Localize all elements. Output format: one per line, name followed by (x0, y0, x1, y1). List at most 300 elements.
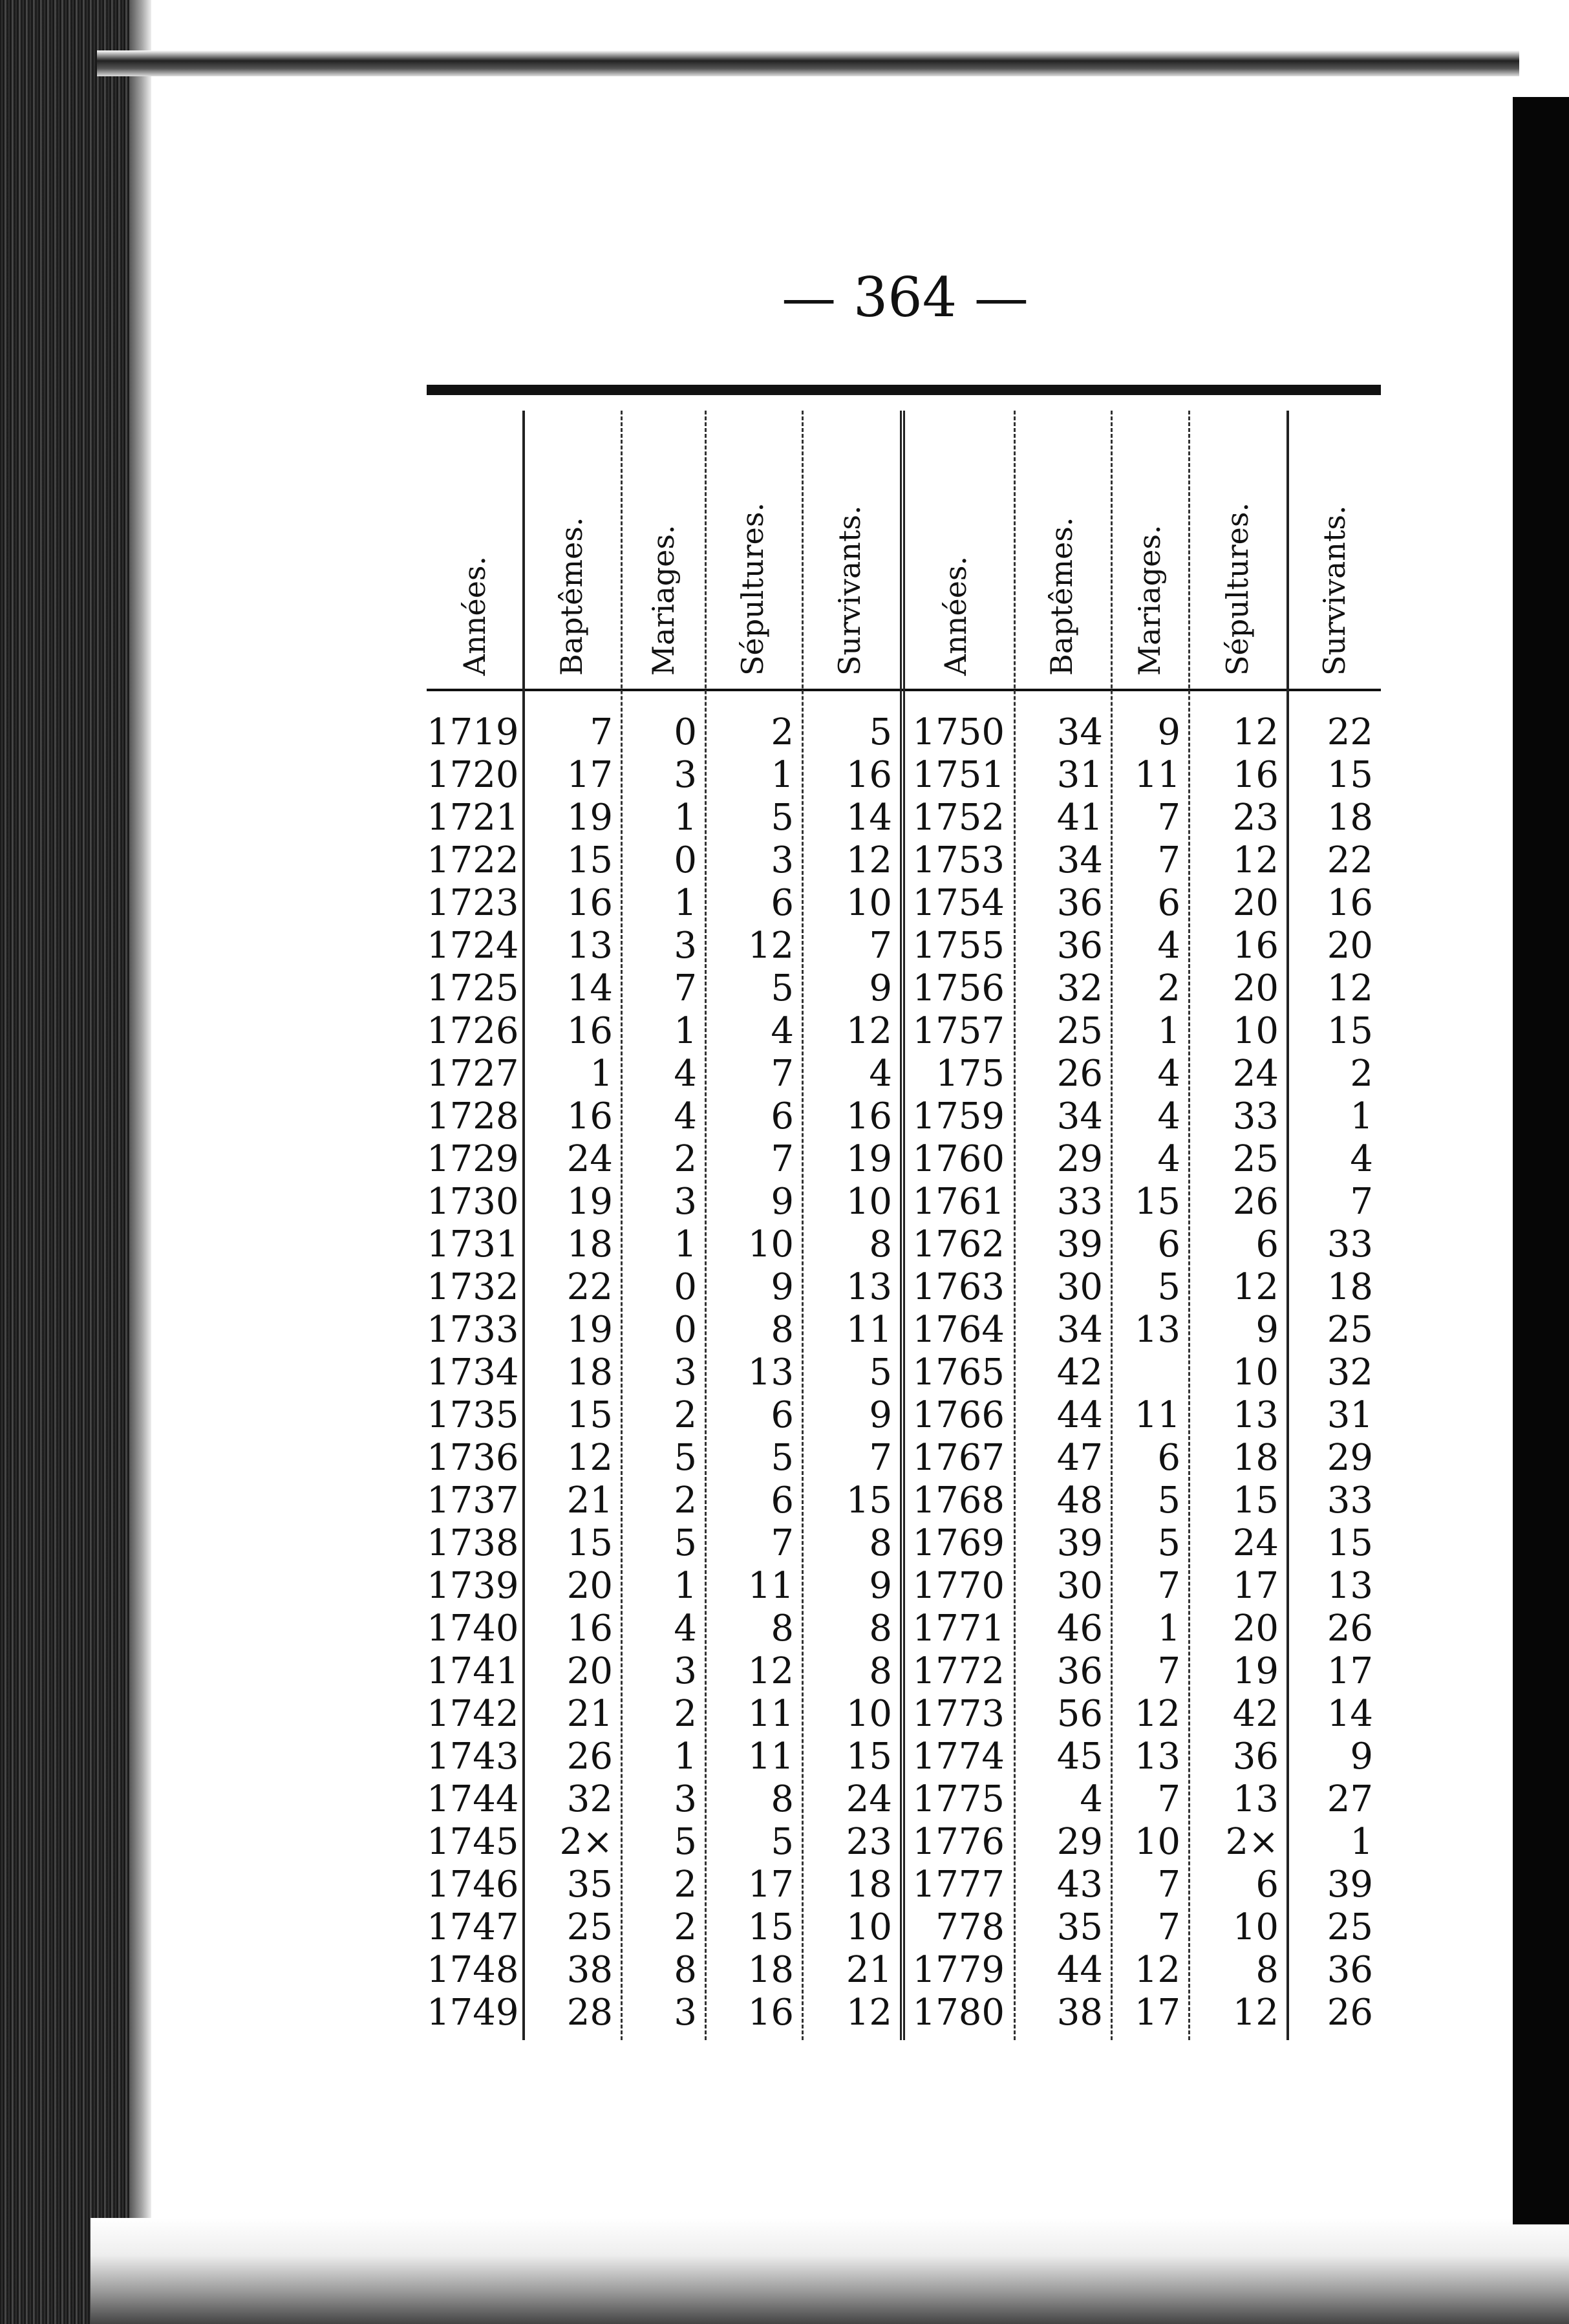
column-sepultures (707, 711, 802, 2034)
table-cell: 12 (1232, 839, 1279, 881)
table-cell: 5 (869, 711, 892, 753)
table-cell: 1761 (912, 1181, 1005, 1223)
table-cell: 1 (674, 1223, 697, 1265)
table-cell: 1722 (427, 839, 519, 881)
table-cell: 15 (1134, 1181, 1180, 1223)
table-cell: 11 (747, 1693, 794, 1735)
table-cell: 1728 (427, 1095, 519, 1137)
table-cell: 23 (846, 1821, 892, 1863)
table-cell: 20 (1232, 882, 1279, 924)
table-cell: 26 (1327, 1608, 1373, 1650)
table-cell: 16 (566, 1095, 613, 1137)
table-cell: 47 (1056, 1437, 1103, 1479)
table-cell: 5 (674, 1522, 697, 1564)
table-cell: 44 (1056, 1949, 1103, 1991)
table-cell: 34 (1056, 711, 1103, 753)
table-cell: 1765 (912, 1351, 1005, 1393)
column-survivants (804, 711, 900, 2034)
table-cell: 7 (771, 1522, 794, 1564)
table-cell: 18 (1327, 797, 1373, 839)
table-cell: 13 (566, 925, 613, 967)
table-cell: 7 (771, 1138, 794, 1180)
table-cell: 1762 (912, 1223, 1005, 1265)
header-annees-right: Années. (938, 555, 973, 676)
table-cell: 2 (674, 1864, 697, 1906)
column-mariages (623, 711, 705, 2034)
table-cell: 56 (1056, 1693, 1103, 1735)
table-cell: 7 (1350, 1181, 1373, 1223)
table-cell: 24 (1232, 1522, 1279, 1564)
page-top-edge (97, 50, 1519, 76)
table-cell: 16 (747, 1992, 794, 2034)
table-cell: 2 (1350, 1053, 1373, 1095)
table-cell: 10 (1232, 1906, 1279, 1948)
table-cell: 19 (846, 1138, 892, 1180)
table-cell: 33 (1056, 1181, 1103, 1223)
table-cell: 1 (674, 1736, 697, 1778)
table-cell: 22 (1327, 839, 1373, 881)
table-cell: 12 (846, 839, 892, 881)
table-cell: 1767 (912, 1437, 1005, 1479)
table-cell: 4 (1157, 1053, 1180, 1095)
table-cell: 17 (747, 1864, 794, 1906)
table-cell: 1733 (427, 1309, 519, 1351)
table-cell: 17 (1232, 1565, 1279, 1607)
table-cell: 36 (1056, 925, 1103, 967)
table-cell: 42 (1056, 1351, 1103, 1393)
table-cell: 6 (1157, 882, 1180, 924)
table-cell: 10 (1232, 1351, 1279, 1393)
table-cell: 15 (747, 1906, 794, 1948)
table-cell: 29 (1056, 1138, 1103, 1180)
table-cell: 22 (566, 1266, 613, 1308)
table-cell: 1726 (427, 1010, 519, 1052)
table-cell: 33 (1327, 1479, 1373, 1522)
table-cell: 22 (1327, 711, 1373, 753)
table-cell: 7 (1157, 1565, 1180, 1607)
table-cell: 6 (771, 882, 794, 924)
table-cell: 18 (1327, 1266, 1373, 1308)
table-cell: 1735 (427, 1394, 519, 1436)
table-cell: 3 (674, 1778, 697, 1820)
page-number: — 364 — (782, 266, 1029, 329)
table-cell: 3 (674, 1992, 697, 2034)
table-cell: 175 (935, 1053, 1005, 1095)
table-cell: 16 (846, 1095, 892, 1137)
table-cell: 13 (1232, 1778, 1279, 1820)
table-cell: 1740 (427, 1608, 519, 1650)
table-cell: 7 (869, 925, 892, 967)
table-cell: 27 (1327, 1778, 1373, 1820)
table-cell: 20 (566, 1565, 613, 1607)
table-cell: 30 (1056, 1565, 1103, 1607)
column-mariages-right (1113, 711, 1188, 2034)
table-cell: 26 (566, 1736, 613, 1778)
table-cell: 31 (1056, 754, 1103, 796)
table-cell: 12 (566, 1437, 613, 1479)
table-cell: 5 (869, 1351, 892, 1393)
table-cell: 1744 (427, 1778, 519, 1820)
table-cell: 8 (869, 1650, 892, 1692)
table-cell: 12 (1134, 1949, 1180, 1991)
header-mariages-right: Mariages. (1132, 524, 1167, 676)
table-top-rule (427, 385, 1381, 395)
table-cell: 19 (566, 1181, 613, 1223)
table-cell: 31 (1327, 1394, 1373, 1436)
table-cell: 48 (1056, 1479, 1103, 1522)
table-cell: 17 (566, 754, 613, 796)
table-cell: 20 (1232, 967, 1279, 1009)
table-cell: 4 (1157, 925, 1180, 967)
table-cell: 34 (1056, 839, 1103, 881)
table-cell: 16 (1327, 882, 1373, 924)
table-cell: 1773 (912, 1693, 1005, 1735)
table-cell: 7 (590, 711, 613, 753)
table-cell: 36 (1056, 882, 1103, 924)
column-divider (705, 411, 707, 2040)
table-cell: 26 (1056, 1053, 1103, 1095)
table-cell: 14 (1327, 1693, 1373, 1735)
table-cell: 11 (747, 1736, 794, 1778)
column-survivants-right (1289, 711, 1381, 2034)
table-cell: 36 (1327, 1949, 1373, 1991)
table-cell: 9 (869, 967, 892, 1009)
table-cell: 6 (771, 1394, 794, 1436)
header-sepultures-right: Sépultures. (1220, 502, 1255, 676)
column-divider (1111, 411, 1113, 2040)
column-divider (621, 411, 623, 2040)
table-cell: 26 (1327, 1992, 1373, 2034)
table-cell: 9 (1157, 711, 1180, 753)
column-annees-right (905, 711, 1014, 2034)
table-cell: 1721 (427, 797, 519, 839)
register-table (427, 385, 1381, 2053)
table-cell: 1 (1157, 1010, 1180, 1052)
table-cell: 10 (1134, 1821, 1180, 1863)
table-cell: 5 (1157, 1479, 1180, 1522)
table-cell: 1736 (427, 1437, 519, 1479)
table-cell: 4 (674, 1095, 697, 1137)
table-cell: 32 (1327, 1351, 1373, 1393)
table-cell: 13 (1232, 1394, 1279, 1436)
table-cell: 23 (1232, 797, 1279, 839)
table-cell: 1763 (912, 1266, 1005, 1308)
table-cell: 12 (1134, 1693, 1180, 1735)
table-cell: 2 (674, 1138, 697, 1180)
table-cell: 1757 (912, 1010, 1005, 1052)
table-cell: 29 (1327, 1437, 1373, 1479)
table-cell: 1 (1350, 1095, 1373, 1137)
table-cell: 32 (1056, 967, 1103, 1009)
table-cell: 1 (674, 1565, 697, 1607)
table-cell: 1748 (427, 1949, 519, 1991)
table-cell: 1753 (912, 839, 1005, 881)
table-cell: 38 (1056, 1992, 1103, 2034)
table-cell: 1764 (912, 1309, 1005, 1351)
table-cell: 3 (771, 839, 794, 881)
table-cell: 7 (1157, 1906, 1180, 1948)
table-cell: 15 (566, 1522, 613, 1564)
table-cell: 15 (566, 1394, 613, 1436)
table-cell: 16 (1232, 754, 1279, 796)
table-cell: 21 (846, 1949, 892, 1991)
table-cell: 8 (869, 1608, 892, 1650)
table-cell: 1734 (427, 1351, 519, 1393)
table-cell: 2 (1157, 967, 1180, 1009)
table-cell: 3 (674, 754, 697, 796)
column-divider (1188, 411, 1190, 2040)
table-cell: 8 (674, 1949, 697, 1991)
table-cell: 15 (846, 1736, 892, 1778)
table-cell: 7 (674, 967, 697, 1009)
table-center-divider (900, 411, 905, 2040)
table-cell: 3 (674, 925, 697, 967)
table-cell: 2 (674, 1906, 697, 1948)
table-cell: 4 (674, 1608, 697, 1650)
table-cell: 25 (1232, 1138, 1279, 1180)
table-cell: 43 (1056, 1864, 1103, 1906)
table-cell: 1777 (912, 1864, 1005, 1906)
table-cell: 19 (1232, 1650, 1279, 1692)
table-cell: 5 (771, 1437, 794, 1479)
table-cell: 1749 (427, 1992, 519, 2034)
column-divider (1014, 411, 1016, 2040)
table-cell: 5 (1157, 1522, 1180, 1564)
table-cell: 2× (1225, 1821, 1279, 1863)
table-cell: 21 (566, 1479, 613, 1522)
table-cell: 3 (674, 1351, 697, 1393)
table-cell: 11 (1134, 754, 1180, 796)
table-cell: 18 (566, 1351, 613, 1393)
table-cell: 18 (566, 1223, 613, 1265)
table-cell: 42 (1232, 1693, 1279, 1735)
table-cell: 20 (1327, 925, 1373, 967)
table-cell: 2 (674, 1394, 697, 1436)
table-cell: 1755 (912, 925, 1005, 967)
table-cell: 34 (1056, 1095, 1103, 1137)
table-cell: 1719 (427, 711, 519, 753)
table-cell: 6 (1255, 1864, 1279, 1906)
table-cell: 36 (1056, 1650, 1103, 1692)
table-cell: 5 (674, 1437, 697, 1479)
table-cell: 34 (1056, 1309, 1103, 1351)
table-cell: 1776 (912, 1821, 1005, 1863)
table-cell: 3 (674, 1650, 697, 1692)
table-cell: 7 (771, 1053, 794, 1095)
table-cell: 9 (1255, 1309, 1279, 1351)
table-cell: 1724 (427, 925, 519, 967)
table-cell: 44 (1056, 1394, 1103, 1436)
table-cell: 1760 (912, 1138, 1005, 1180)
table-cell: 1752 (912, 797, 1005, 839)
table-cell: 4 (1157, 1095, 1180, 1137)
table-cell: 1729 (427, 1138, 519, 1180)
table-cell: 1769 (912, 1522, 1005, 1564)
table-cell: 13 (1134, 1736, 1180, 1778)
table-cell: 16 (566, 1608, 613, 1650)
table-cell: 35 (1056, 1906, 1103, 1948)
table-cell: 8 (869, 1522, 892, 1564)
table-cell: 778 (935, 1906, 1005, 1948)
table-cell: 15 (1327, 1010, 1373, 1052)
table-cell: 12 (1232, 1992, 1279, 2034)
table-cell: 1759 (912, 1095, 1005, 1137)
table-cell: 13 (1327, 1565, 1373, 1607)
table-cell: 45 (1056, 1736, 1103, 1778)
table-cell: 13 (747, 1351, 794, 1393)
table-cell: 9 (1350, 1736, 1373, 1778)
header-baptemes: Baptêmes. (554, 517, 589, 676)
table-cell: 14 (566, 967, 613, 1009)
table-cell: 10 (846, 1906, 892, 1948)
table-cell: 7 (869, 1437, 892, 1479)
table-cell: 1 (771, 754, 794, 796)
table-cell: 1779 (912, 1949, 1005, 1991)
table-cell: 11 (846, 1309, 892, 1351)
table-cell: 1768 (912, 1479, 1005, 1522)
table-cell: 4 (1350, 1138, 1373, 1180)
table-cell: 18 (846, 1864, 892, 1906)
table-cell: 10 (747, 1223, 794, 1265)
table-cell: 15 (1327, 754, 1373, 796)
table-cell: 13 (1134, 1309, 1180, 1351)
table-cell: 1725 (427, 967, 519, 1009)
table-cell: 38 (566, 1949, 613, 1991)
table-cell: 7 (1157, 797, 1180, 839)
table-cell: 25 (1056, 1010, 1103, 1052)
table-cell: 8 (869, 1223, 892, 1265)
table-cell: 30 (1056, 1266, 1103, 1308)
table-cell: 26 (1232, 1181, 1279, 1223)
table-cell: 1730 (427, 1181, 519, 1223)
table-cell: 5 (1157, 1266, 1180, 1308)
table-cell: 1738 (427, 1522, 519, 1564)
table-cell: 1770 (912, 1565, 1005, 1607)
page-bottom-edge (91, 2218, 1569, 2324)
column-baptemes (525, 711, 621, 2034)
binding-edge (129, 0, 151, 2324)
table-cell: 24 (846, 1778, 892, 1820)
table-cell: 10 (1232, 1010, 1279, 1052)
table-cell: 4 (1157, 1138, 1180, 1180)
table-cell: 9 (869, 1394, 892, 1436)
table-cell: 46 (1056, 1608, 1103, 1650)
table-cell: 1772 (912, 1650, 1005, 1692)
table-cell: 33 (1232, 1095, 1279, 1137)
table-cell: 7 (1157, 839, 1180, 881)
table-cell: 1746 (427, 1864, 519, 1906)
column-divider (802, 411, 804, 2040)
table-cell: 24 (1232, 1053, 1279, 1095)
table-cell: 1750 (912, 711, 1005, 753)
facing-page-edge (1513, 97, 1569, 2224)
header-mariages: Mariages. (646, 524, 681, 676)
table-cell: 39 (1056, 1522, 1103, 1564)
table-cell: 6 (1157, 1223, 1180, 1265)
table-cell: 9 (771, 1181, 794, 1223)
table-cell: 5 (771, 797, 794, 839)
table-cell: 12 (846, 1010, 892, 1052)
table-cell: 9 (869, 1565, 892, 1607)
table-cell: 20 (1232, 1608, 1279, 1650)
table-cell: 25 (1327, 1906, 1373, 1948)
table-cell: 1775 (912, 1778, 1005, 1820)
table-cell: 41 (1056, 797, 1103, 839)
table-cell: 2 (674, 1693, 697, 1735)
table-cell: 8 (771, 1608, 794, 1650)
table-cell: 4 (771, 1010, 794, 1052)
table-cell: 1 (1350, 1821, 1373, 1863)
column-sepultures-right (1191, 711, 1286, 2034)
table-cell: 1 (1157, 1608, 1180, 1650)
table-cell: 32 (566, 1778, 613, 1820)
table-cell: 5 (771, 1821, 794, 1863)
table-cell: 8 (771, 1309, 794, 1351)
table-cell: 1774 (912, 1736, 1005, 1778)
table-cell: 1723 (427, 882, 519, 924)
header-baptemes-right: Baptêmes. (1044, 517, 1079, 676)
table-cell: 10 (846, 1181, 892, 1223)
table-cell: 1737 (427, 1479, 519, 1522)
table-cell: 1732 (427, 1266, 519, 1308)
table-cell: 10 (846, 1693, 892, 1735)
table-cell: 10 (846, 882, 892, 924)
table-cell: 36 (1232, 1736, 1279, 1778)
table-cell: 1745 (427, 1821, 519, 1863)
table-cell: 15 (1327, 1522, 1373, 1564)
table-cell: 1766 (912, 1394, 1005, 1436)
table-cell: 7 (1157, 1778, 1180, 1820)
table-cell: 0 (674, 1266, 697, 1308)
table-cell: 1756 (912, 967, 1005, 1009)
header-sepultures: Sépultures. (735, 502, 770, 676)
table-cell: 1731 (427, 1223, 519, 1265)
table-cell: 12 (1232, 1266, 1279, 1308)
column-annees (427, 711, 522, 2034)
table-cell: 4 (674, 1053, 697, 1095)
table-cell: 17 (1134, 1992, 1180, 2034)
table-cell: 0 (674, 839, 697, 881)
table-cell: 1720 (427, 754, 519, 796)
table-cell: 2 (674, 1479, 697, 1522)
table-cell: 1727 (427, 1053, 519, 1095)
table-cell: 1741 (427, 1650, 519, 1692)
table-cell: 12 (747, 1650, 794, 1692)
table-cell: 6 (771, 1095, 794, 1137)
header-survivants-right: Survivants. (1317, 505, 1352, 676)
table-cell: 15 (846, 1479, 892, 1522)
table-cell: 13 (846, 1266, 892, 1308)
header-annees: Années. (457, 555, 492, 676)
table-cell: 16 (566, 1010, 613, 1052)
table-cell: 11 (747, 1565, 794, 1607)
table-cell: 14 (846, 797, 892, 839)
table-cell: 20 (566, 1650, 613, 1692)
table-cell: 1 (590, 1053, 613, 1095)
table-cell: 35 (566, 1864, 613, 1906)
table-cell: 1747 (427, 1906, 519, 1948)
table-cell: 19 (566, 797, 613, 839)
table-cell: 1 (674, 882, 697, 924)
table-cell: 1754 (912, 882, 1005, 924)
table-cell: 2 (771, 711, 794, 753)
table-cell: 9 (771, 1266, 794, 1308)
table-cell: 1771 (912, 1608, 1005, 1650)
table-cell: 1780 (912, 1992, 1005, 2034)
table-cell: 7 (1157, 1650, 1180, 1692)
table-cell: 18 (1232, 1437, 1279, 1479)
table-cell: 6 (1157, 1437, 1180, 1479)
